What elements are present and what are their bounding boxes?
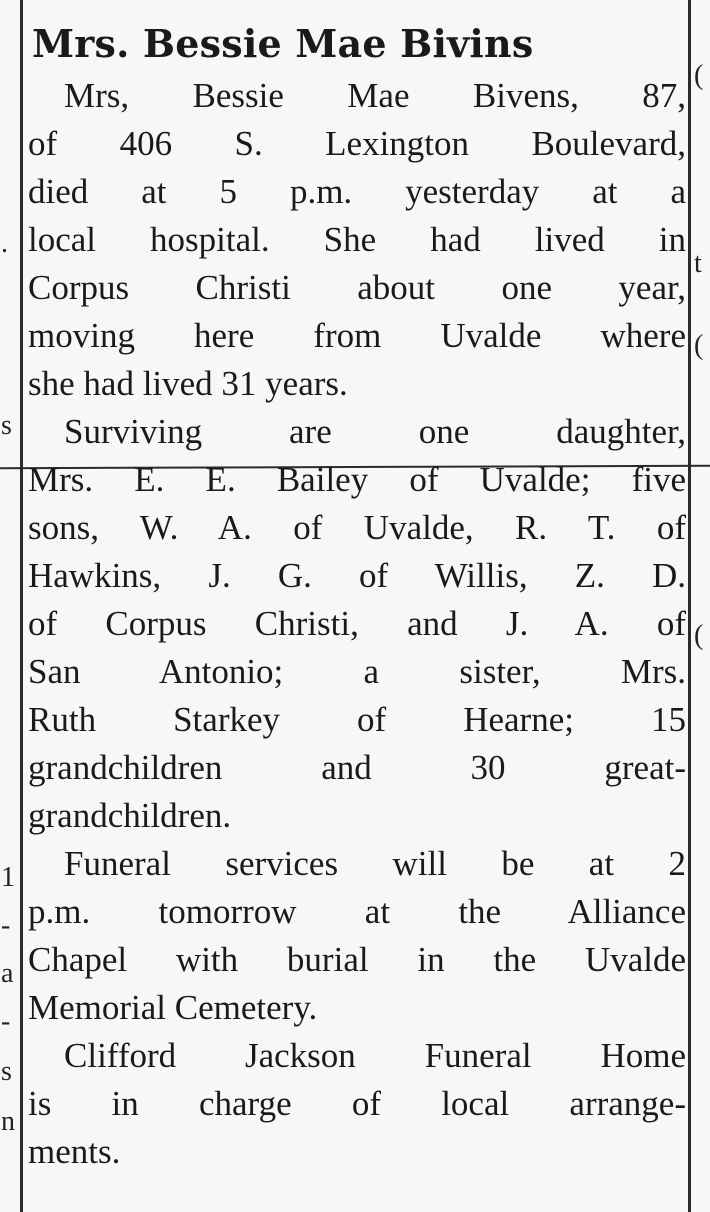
text-line: moving here from Uvalde where (28, 316, 686, 355)
paragraph-funeral-services (28, 840, 686, 1032)
text-line: of Corpus Christi, and J. A. of (28, 604, 686, 643)
text-line: Corpus Christi about one year, (28, 268, 686, 307)
text-line: she had lived 31 years. (28, 364, 348, 403)
column-rule-left (20, 0, 23, 1212)
text-line: sons, W. A. of Uvalde, R. T. of (28, 508, 686, 547)
text-line: grandchildren and 30 great- (28, 748, 686, 787)
text-line: Mrs, Bessie Mae Bivens, 87, (64, 76, 686, 115)
text-line: Surviving are one daughter, (64, 412, 686, 451)
text-line: of 406 S. Lexington Boulevard, (28, 124, 686, 163)
paragraph-arrangements (28, 1032, 686, 1176)
text-line: Memorial Cemetery. (28, 988, 318, 1027)
paragraph-survivors (28, 408, 686, 840)
text-line: local hospital. She had lived in (28, 220, 686, 259)
text-line: Funeral services will be at 2 (64, 844, 686, 883)
column-rule-right (688, 0, 691, 1212)
headline: Mrs. Bessie Mae Bivins (32, 21, 534, 66)
text-line: Mrs. E. E. Bailey of Uvalde; five (28, 460, 686, 499)
left-column-fragments: . s 1 - a - s n (1, 228, 15, 1137)
text-line: ments. (28, 1132, 121, 1171)
text-line: Hawkins, J. G. of Willis, Z. D. (28, 556, 686, 595)
text-line: p.m. tomorrow at the Alliance (28, 892, 686, 931)
text-line: died at 5 p.m. yesterday at a (28, 172, 686, 211)
obituary-article (28, 16, 686, 1176)
text-line: San Antonio; a sister, Mrs. (28, 652, 686, 691)
right-column-fragments: ( t ( ( (694, 60, 704, 651)
text-line: grandchildren. (28, 796, 232, 835)
text-line: Ruth Starkey of Hearne; 15 (28, 700, 686, 739)
text-line: Chapel with burial in the Uvalde (28, 940, 686, 979)
text-line: Clifford Jackson Funeral Home (64, 1036, 686, 1075)
paragraph-death-notice (28, 72, 686, 408)
text-line: is in charge of local arrange- (28, 1084, 686, 1123)
